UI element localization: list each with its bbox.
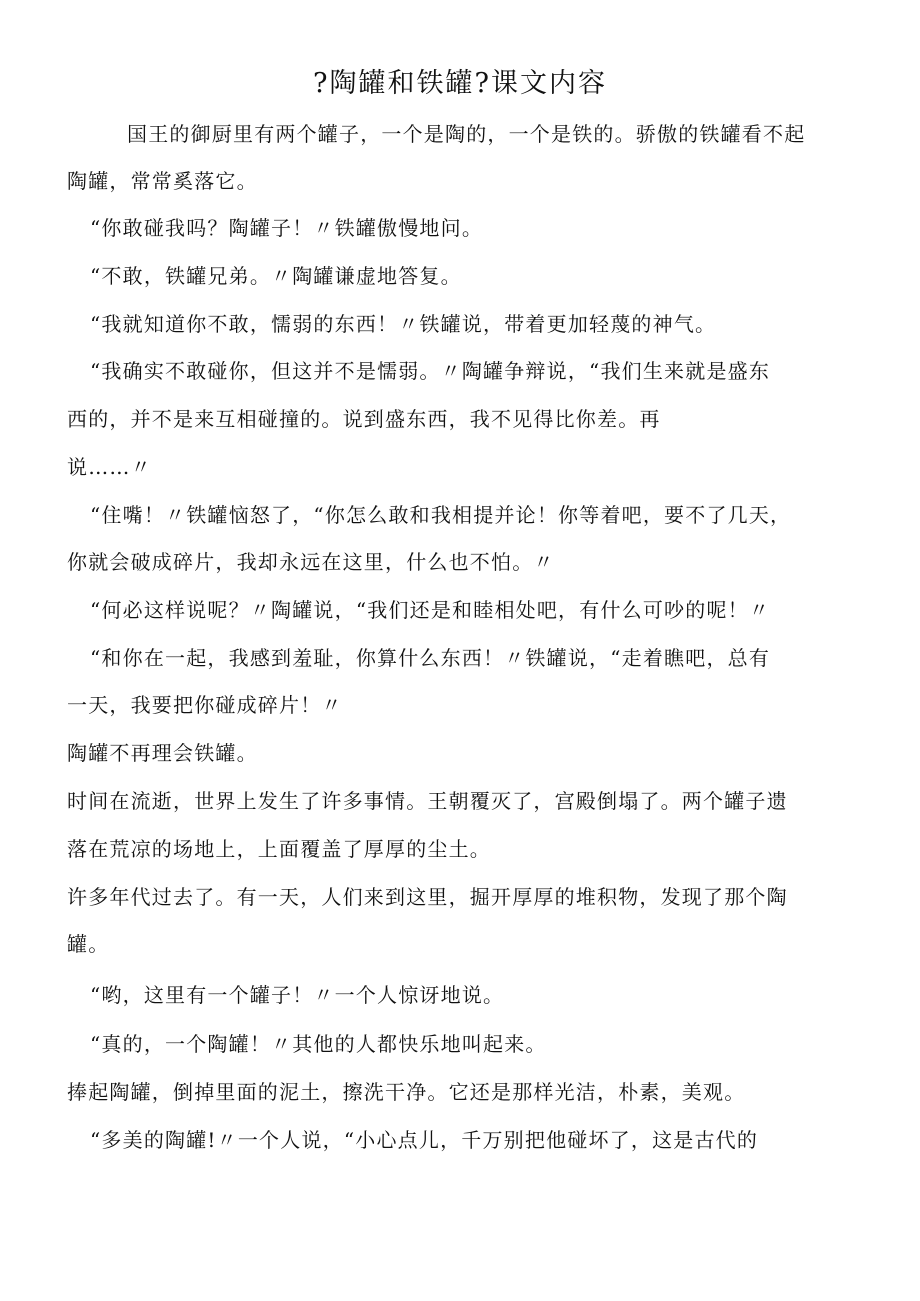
text-line-6: “我确实不敢碰你，但这并不是懦弱。〃陶罐争辩说，“我们生来就是盛东 xyxy=(90,359,771,383)
text-line-9: “住嘴！〃铁罐恼怒了，“你怎么敢和我相提并论！你等着吧，要不了几天， xyxy=(90,503,792,527)
text-line-10: 你就会破成碎片，我却永远在这里，什么也不怕。〃 xyxy=(67,550,555,574)
text-line-16: 落在荒凉的场地上，上面覆盖了厚厚的尘土。 xyxy=(67,837,491,861)
text-line-2: 陶罐，常常奚落它。 xyxy=(67,169,258,193)
text-line-12: “和你在一起，我感到羞耻，你算什么东西！〃铁罐说，“走着瞧吧，总有 xyxy=(90,646,771,670)
text-line-3: “你敢碰我吗？陶罐子！〃铁罐傲慢地问。 xyxy=(90,216,484,240)
text-line-15: 时间在流逝，世界上发生了许多事情。王朝覆灭了，宫殿倒塌了。两个罐子遗 xyxy=(67,789,788,813)
text-line-11: “何必这样说呢？〃陶罐说，“我们还是和睦相处吧，有什么可吵的呢！〃 xyxy=(90,598,771,622)
text-line-8: 说……〃 xyxy=(67,455,152,479)
text-line-22: “多美的陶罐!〃一个人说，“小心点儿，千万别把他碰坏了，这是古代的 xyxy=(90,1128,759,1152)
text-line-4: “不敢，铁罐兄弟。〃陶罐谦虚地答复。 xyxy=(90,264,462,288)
text-line-20: “真的，一个陶罐！〃其他的人都快乐地叫起来。 xyxy=(90,1032,547,1056)
text-line-14: 陶罐不再理会铁罐。 xyxy=(67,741,258,765)
text-line-1: 国王的御厨里有两个罐子，一个是陶的，一个是铁的。骄傲的铁罐看不起 xyxy=(127,122,806,146)
text-line-7: 西的，并不是来互相碰撞的。说到盛东西，我不见得比你差。再 xyxy=(67,407,661,431)
text-line-13: 一天，我要把你碰成碎片！〃 xyxy=(67,693,343,717)
text-line-19: “哟，这里有一个罐子！〃一个人惊讶地说。 xyxy=(90,983,505,1007)
text-line-17: 许多年代过去了。有一天，人们来到这里，掘开厚厚的堆积物，发现了那个陶 xyxy=(67,885,788,909)
text-line-5: “我就知道你不敢，懦弱的东西！〃铁罐说，带着更加轻蔑的神气。 xyxy=(90,312,717,336)
document-title: ?陶罐和铁罐?课文内容 xyxy=(313,68,607,99)
text-line-21: 捧起陶罐，倒掉里面的泥土，擦洗干净。它还是那样光洁，朴素，美观。 xyxy=(67,1080,746,1104)
text-line-18: 罐。 xyxy=(67,932,110,956)
